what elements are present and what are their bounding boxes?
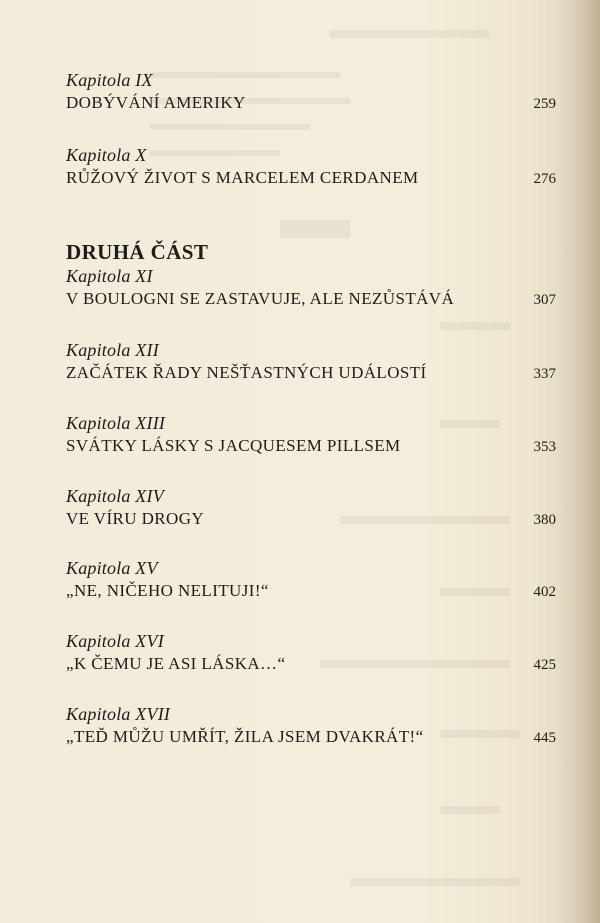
toc-row — [66, 435, 556, 457]
chapter-title: DOBÝVÁNÍ AMERIKY — [66, 93, 246, 112]
chapter-title: SVÁTKY LÁSKY S JACQUESEM PILLSEM — [66, 436, 401, 455]
chapter-label: Kapitola XIII — [66, 413, 166, 433]
toc-row — [66, 726, 556, 748]
page-number: 259 — [533, 96, 556, 112]
chapter-label: Kapitola XIV — [66, 486, 164, 506]
toc-entry — [66, 413, 556, 457]
page-number: 353 — [533, 439, 556, 455]
page-number: 276 — [533, 171, 556, 187]
chapter-label: Kapitola XII — [66, 340, 159, 360]
page-number: 337 — [533, 366, 556, 382]
chapter-label: Kapitola XI — [66, 266, 153, 286]
toc-entry — [66, 145, 556, 189]
page-number: 307 — [533, 292, 556, 308]
page-number: 380 — [533, 512, 556, 528]
toc-row — [66, 508, 556, 530]
toc-row — [66, 653, 556, 675]
chapter-label: Kapitola XV — [66, 558, 158, 578]
toc-entry — [66, 70, 556, 114]
chapter-label: Kapitola X — [66, 145, 147, 165]
toc-row — [66, 92, 556, 114]
toc-entry — [66, 631, 556, 675]
chapter-title: „TEĎ MŮŽU UMŘÍT, ŽILA JSEM DVAKRÁT!“ — [66, 727, 424, 746]
page-number: 445 — [533, 730, 556, 746]
page-number: 402 — [533, 584, 556, 600]
chapter-title: VE VÍRU DROGY — [66, 509, 205, 528]
toc-row — [66, 167, 556, 189]
toc-row — [66, 288, 556, 310]
toc-row — [66, 362, 556, 384]
chapter-label: Kapitola XVII — [66, 704, 171, 724]
chapter-label: Kapitola IX — [66, 70, 153, 90]
toc-entry — [66, 340, 556, 384]
chapter-title: ZAČÁTEK ŘADY NEŠŤASTNÝCH UDÁLOSTÍ — [66, 363, 427, 382]
toc-entry — [66, 486, 556, 530]
chapter-title: RŮŽOVÝ ŽIVOT S MARCELEM CERDANEM — [66, 168, 419, 187]
spine-shadow — [556, 0, 600, 923]
page-number: 425 — [533, 657, 556, 673]
chapter-label: Kapitola XVI — [66, 631, 164, 651]
toc-row — [66, 580, 556, 602]
toc-entry — [66, 558, 556, 602]
toc-entry — [66, 704, 556, 748]
chapter-title: „NE, NIČEHO NELITUJI!“ — [66, 581, 269, 600]
chapter-title: V BOULOGNI SE ZASTAVUJE, ALE NEZŮSTÁVÁ — [66, 289, 455, 308]
toc-entry — [66, 266, 556, 310]
chapter-title: „K ČEMU JE ASI LÁSKA…“ — [66, 654, 286, 673]
section-heading: DRUHÁ ČÁST — [66, 240, 209, 264]
